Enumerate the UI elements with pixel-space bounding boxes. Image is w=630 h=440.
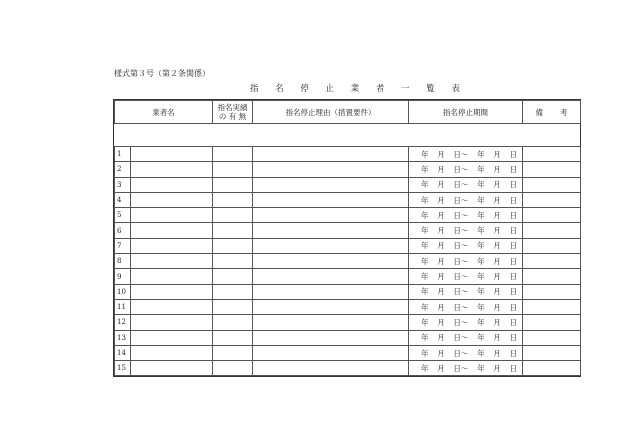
period-cell bbox=[409, 208, 523, 223]
notes-cell bbox=[523, 330, 581, 345]
document-title bbox=[250, 82, 460, 94]
period-part: 年 bbox=[421, 195, 429, 205]
header-reason: 指名停止理由（措置要件） bbox=[253, 101, 409, 124]
period-part: 日 bbox=[509, 348, 517, 358]
notes-cell bbox=[523, 299, 581, 314]
period-cell bbox=[409, 330, 523, 345]
reason-cell bbox=[253, 238, 409, 253]
period-template bbox=[421, 164, 517, 175]
period-part: 年 bbox=[421, 180, 429, 190]
reason-cell bbox=[253, 208, 409, 223]
notes-cell bbox=[523, 208, 581, 223]
period-part: 月 bbox=[493, 302, 501, 312]
record-cell bbox=[213, 299, 253, 314]
period-template bbox=[421, 149, 517, 160]
record-cell bbox=[213, 162, 253, 177]
record-cell bbox=[213, 284, 253, 299]
reason-cell bbox=[253, 269, 409, 284]
table-row bbox=[115, 345, 581, 360]
table-row bbox=[115, 254, 581, 269]
period-part: 日〜 bbox=[453, 226, 469, 236]
title-char: 止 bbox=[325, 84, 335, 94]
period-part: 月 bbox=[437, 226, 445, 236]
company-name-cell bbox=[131, 208, 213, 223]
notes-cell bbox=[523, 223, 581, 238]
period-part: 月 bbox=[437, 210, 445, 220]
period-template bbox=[421, 240, 517, 251]
period-part: 月 bbox=[493, 333, 501, 343]
row-number: 15 bbox=[115, 361, 131, 376]
table-row bbox=[115, 147, 581, 162]
header-notes bbox=[523, 101, 581, 124]
period-part: 日 bbox=[509, 302, 517, 312]
row-number: 13 bbox=[115, 330, 131, 345]
title-char: 者 bbox=[375, 84, 385, 94]
period-part: 年 bbox=[477, 195, 485, 205]
period-part: 年 bbox=[421, 317, 429, 327]
row-number: 2 bbox=[115, 162, 131, 177]
title-char: 停 bbox=[300, 84, 309, 94]
period-part: 日〜 bbox=[453, 272, 469, 282]
period-part: 日 bbox=[509, 149, 517, 159]
record-cell bbox=[213, 208, 253, 223]
period-cell bbox=[409, 147, 523, 162]
period-part: 日 bbox=[509, 164, 517, 174]
period-part: 月 bbox=[493, 164, 501, 174]
period-part: 日〜 bbox=[453, 287, 469, 297]
period-part: 年 bbox=[477, 149, 485, 159]
record-cell bbox=[213, 269, 253, 284]
title-char: 指 bbox=[250, 84, 259, 94]
company-name-cell bbox=[131, 147, 213, 162]
period-template bbox=[421, 317, 517, 328]
title-char: 一 bbox=[401, 84, 410, 94]
notes-cell bbox=[523, 238, 581, 253]
title-char: 覧 bbox=[426, 84, 435, 94]
period-part: 月 bbox=[493, 287, 501, 297]
period-part: 月 bbox=[437, 164, 445, 174]
period-part: 年 bbox=[477, 333, 485, 343]
company-name-cell bbox=[131, 162, 213, 177]
period-cell bbox=[409, 254, 523, 269]
period-part: 年 bbox=[477, 164, 485, 174]
row-number: 8 bbox=[115, 254, 131, 269]
period-cell bbox=[409, 223, 523, 238]
period-part: 日〜 bbox=[453, 164, 469, 174]
table-row bbox=[115, 192, 581, 207]
period-part: 年 bbox=[421, 302, 429, 312]
period-part: 日 bbox=[509, 317, 517, 327]
period-part: 年 bbox=[477, 287, 485, 297]
period-part: 月 bbox=[437, 333, 445, 343]
company-name-cell bbox=[131, 177, 213, 192]
period-part: 年 bbox=[421, 272, 429, 282]
notes-cell bbox=[523, 162, 581, 177]
title-char: 名 bbox=[275, 84, 284, 94]
notes-cell bbox=[523, 192, 581, 207]
period-part: 日〜 bbox=[453, 333, 469, 343]
period-part: 月 bbox=[437, 241, 445, 251]
row-number: 3 bbox=[115, 177, 131, 192]
header-record bbox=[213, 101, 253, 124]
period-template bbox=[421, 179, 517, 190]
reason-cell bbox=[253, 330, 409, 345]
period-part: 月 bbox=[437, 287, 445, 297]
table-row bbox=[115, 223, 581, 238]
period-part: 月 bbox=[493, 195, 501, 205]
row-number: 5 bbox=[115, 208, 131, 223]
period-part: 月 bbox=[493, 241, 501, 251]
period-part: 年 bbox=[477, 348, 485, 358]
period-part: 月 bbox=[437, 302, 445, 312]
notes-cell bbox=[523, 315, 581, 330]
record-cell bbox=[213, 345, 253, 360]
period-part: 月 bbox=[493, 348, 501, 358]
row-number: 4 bbox=[115, 192, 131, 207]
period-part: 日〜 bbox=[453, 149, 469, 159]
row-number: 10 bbox=[115, 284, 131, 299]
period-part: 日 bbox=[509, 241, 517, 251]
row-number: 6 bbox=[115, 223, 131, 238]
company-name-cell bbox=[131, 254, 213, 269]
table-row bbox=[115, 284, 581, 299]
period-template bbox=[421, 225, 517, 236]
suspension-table bbox=[113, 99, 581, 377]
company-name-cell bbox=[131, 269, 213, 284]
row-number: 11 bbox=[115, 299, 131, 314]
period-template bbox=[421, 210, 517, 221]
record-cell bbox=[213, 192, 253, 207]
reason-cell bbox=[253, 177, 409, 192]
header-period: 指名停止期間 bbox=[409, 101, 523, 124]
period-part: 年 bbox=[477, 226, 485, 236]
period-part: 月 bbox=[437, 195, 445, 205]
period-part: 年 bbox=[421, 256, 429, 266]
header-notes-label bbox=[536, 107, 568, 118]
notes-header-char: 備 bbox=[535, 107, 543, 117]
period-template bbox=[421, 363, 517, 374]
record-cell bbox=[213, 147, 253, 162]
period-part: 月 bbox=[493, 180, 501, 190]
period-part: 日 bbox=[509, 226, 517, 236]
row-number: 9 bbox=[115, 269, 131, 284]
notes-cell bbox=[523, 361, 581, 376]
record-cell bbox=[213, 254, 253, 269]
period-part: 日〜 bbox=[453, 241, 469, 251]
period-cell bbox=[409, 361, 523, 376]
title-char: 業 bbox=[350, 84, 360, 94]
table-row bbox=[115, 208, 581, 223]
notes-cell bbox=[523, 177, 581, 192]
period-template bbox=[421, 302, 517, 313]
period-cell bbox=[409, 284, 523, 299]
company-name-cell bbox=[131, 330, 213, 345]
notes-header-char: 考 bbox=[560, 107, 568, 117]
form-number: 様式第３号（第２条関係） bbox=[114, 69, 210, 78]
period-part: 日 bbox=[509, 195, 517, 205]
table-row bbox=[115, 162, 581, 177]
period-part: 年 bbox=[477, 210, 485, 220]
company-name-cell bbox=[131, 284, 213, 299]
period-part: 年 bbox=[421, 333, 429, 343]
notes-cell bbox=[523, 147, 581, 162]
company-name-cell bbox=[131, 238, 213, 253]
period-part: 日〜 bbox=[453, 348, 469, 358]
record-cell bbox=[213, 177, 253, 192]
period-cell bbox=[409, 238, 523, 253]
period-part: 日 bbox=[509, 210, 517, 220]
period-cell bbox=[409, 345, 523, 360]
company-name-cell bbox=[131, 299, 213, 314]
period-part: 月 bbox=[437, 149, 445, 159]
company-name-cell bbox=[131, 192, 213, 207]
reason-cell bbox=[253, 192, 409, 207]
period-part: 月 bbox=[493, 317, 501, 327]
record-cell bbox=[213, 238, 253, 253]
period-cell bbox=[409, 177, 523, 192]
period-part: 年 bbox=[477, 317, 485, 327]
company-name-cell bbox=[131, 345, 213, 360]
period-part: 日〜 bbox=[453, 210, 469, 220]
notes-cell bbox=[523, 284, 581, 299]
period-part: 年 bbox=[421, 348, 429, 358]
period-part: 年 bbox=[421, 149, 429, 159]
period-template bbox=[421, 286, 517, 297]
period-part: 日 bbox=[509, 180, 517, 190]
company-name-cell bbox=[131, 315, 213, 330]
period-part: 年 bbox=[421, 287, 429, 297]
period-part: 月 bbox=[493, 210, 501, 220]
period-part: 年 bbox=[421, 164, 429, 174]
period-part: 日 bbox=[509, 363, 517, 373]
period-part: 年 bbox=[477, 256, 485, 266]
period-cell bbox=[409, 269, 523, 284]
period-cell bbox=[409, 299, 523, 314]
notes-cell bbox=[523, 254, 581, 269]
period-part: 日〜 bbox=[453, 195, 469, 205]
table-body bbox=[115, 147, 581, 376]
row-number: 12 bbox=[115, 315, 131, 330]
reason-cell bbox=[253, 345, 409, 360]
company-name-cell bbox=[131, 223, 213, 238]
period-part: 日 bbox=[509, 272, 517, 282]
table-header-row bbox=[115, 101, 581, 124]
header-separator bbox=[115, 124, 581, 147]
period-part: 月 bbox=[493, 363, 501, 373]
table-row bbox=[115, 299, 581, 314]
row-number: 14 bbox=[115, 345, 131, 360]
period-part: 日〜 bbox=[453, 180, 469, 190]
header-record-line1: 指名実績 bbox=[217, 103, 248, 112]
period-part: 年 bbox=[421, 210, 429, 220]
row-number: 7 bbox=[115, 238, 131, 253]
record-cell bbox=[213, 223, 253, 238]
period-part: 月 bbox=[437, 363, 445, 373]
period-part: 月 bbox=[437, 272, 445, 282]
period-part: 月 bbox=[437, 317, 445, 327]
period-part: 年 bbox=[421, 363, 429, 373]
company-name-cell bbox=[131, 361, 213, 376]
period-part: 年 bbox=[477, 272, 485, 282]
table-row bbox=[115, 315, 581, 330]
period-part: 日 bbox=[509, 333, 517, 343]
reason-cell bbox=[253, 223, 409, 238]
notes-cell bbox=[523, 269, 581, 284]
reason-cell bbox=[253, 162, 409, 177]
reason-cell bbox=[253, 254, 409, 269]
period-template bbox=[421, 195, 517, 206]
header-company-name: 業者名 bbox=[115, 101, 213, 124]
period-template bbox=[421, 271, 517, 282]
period-part: 日〜 bbox=[453, 302, 469, 312]
period-part: 年 bbox=[477, 180, 485, 190]
reason-cell bbox=[253, 147, 409, 162]
table-row bbox=[115, 361, 581, 376]
table-row bbox=[115, 330, 581, 345]
period-part: 日〜 bbox=[453, 317, 469, 327]
table-row bbox=[115, 238, 581, 253]
record-cell bbox=[213, 361, 253, 376]
record-cell bbox=[213, 330, 253, 345]
period-part: 年 bbox=[477, 363, 485, 373]
reason-cell bbox=[253, 299, 409, 314]
period-part: 年 bbox=[477, 241, 485, 251]
period-template bbox=[421, 332, 517, 343]
period-part: 日〜 bbox=[453, 256, 469, 266]
period-template bbox=[421, 256, 517, 267]
period-part: 月 bbox=[493, 149, 501, 159]
period-part: 月 bbox=[493, 272, 501, 282]
row-number: 1 bbox=[115, 147, 131, 162]
period-part: 月 bbox=[493, 226, 501, 236]
period-template bbox=[421, 348, 517, 359]
period-part: 月 bbox=[437, 348, 445, 358]
period-part: 月 bbox=[437, 256, 445, 266]
reason-cell bbox=[253, 315, 409, 330]
reason-cell bbox=[253, 284, 409, 299]
period-cell bbox=[409, 315, 523, 330]
period-cell bbox=[409, 192, 523, 207]
period-part: 日 bbox=[509, 287, 517, 297]
record-cell bbox=[213, 315, 253, 330]
period-cell bbox=[409, 162, 523, 177]
notes-cell bbox=[523, 345, 581, 360]
period-part: 月 bbox=[437, 180, 445, 190]
reason-cell bbox=[253, 361, 409, 376]
title-char: 表 bbox=[451, 84, 460, 94]
table-row bbox=[115, 177, 581, 192]
period-part: 日 bbox=[509, 256, 517, 266]
period-part: 月 bbox=[493, 256, 501, 266]
period-part: 年 bbox=[421, 241, 429, 251]
table-row bbox=[115, 269, 581, 284]
header-record-line2: の 有 無 bbox=[218, 112, 247, 121]
period-part: 年 bbox=[477, 302, 485, 312]
period-part: 年 bbox=[421, 226, 429, 236]
period-part: 日〜 bbox=[453, 363, 469, 373]
